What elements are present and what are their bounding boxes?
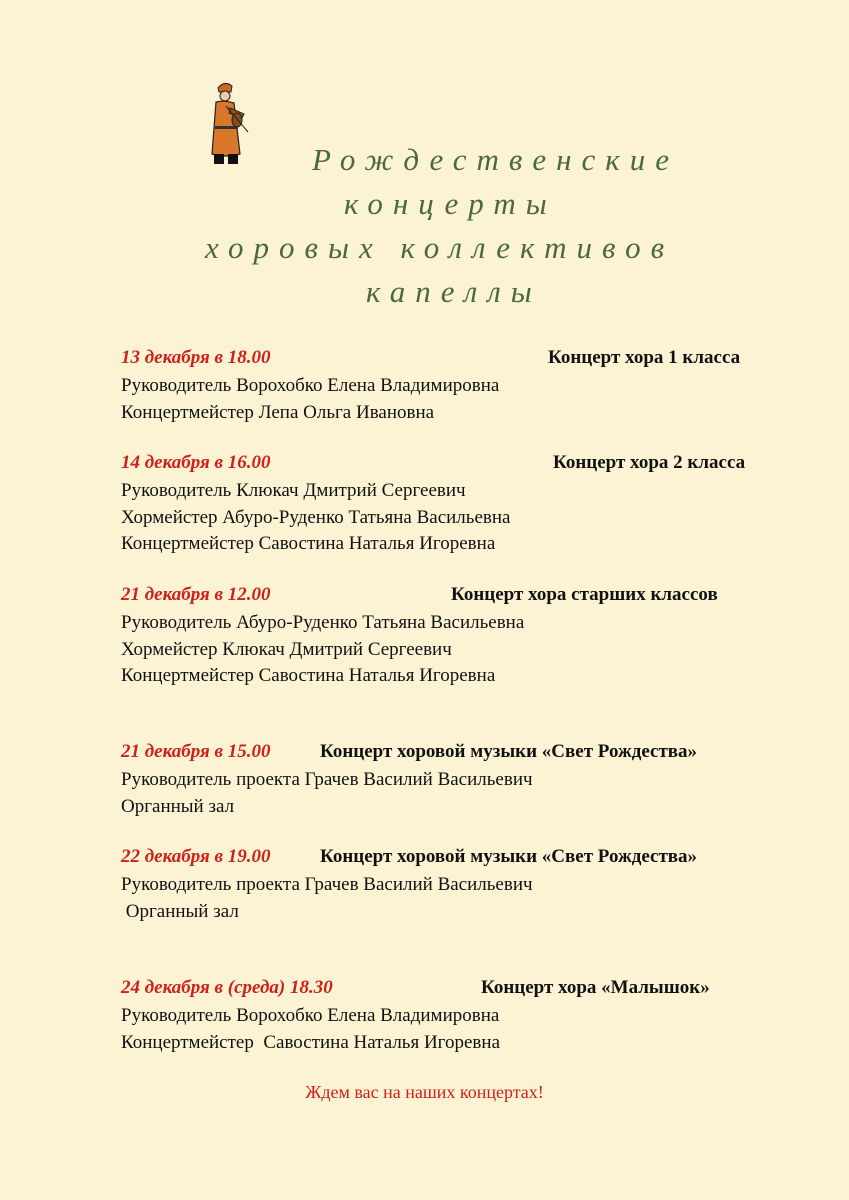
concert-date: 22 декабря в 19.00: [121, 846, 271, 867]
staff-line: Руководитель Ворохобко Елена Владимировна: [121, 375, 500, 396]
staff-line: Руководитель Абуро-Руденко Татьяна Васильевна: [121, 612, 525, 633]
staff-line: Концертмейстер Лепа Ольга Ивановна: [121, 401, 435, 423]
concert-name: Концерт хора 2 класса: [553, 452, 746, 473]
concert-entry: [121, 452, 801, 558]
staff-line: Хормейстер Клюкач Дмитрий Сергеевич: [121, 638, 452, 660]
concert-name: Концерт хора старших классов: [451, 584, 718, 605]
concert-date: 13 декабря в 18.00: [121, 347, 271, 368]
concert-entry: [121, 741, 801, 820]
concert-name: Концерт хоровой музыки «Свет Рождества»: [320, 741, 698, 762]
concert-entry: [121, 846, 801, 925]
staff-line: Руководитель проекта Грачев Василий Васильевич: [121, 769, 533, 790]
closing-invitation: Ждем вас на наших концертах!: [305, 1082, 544, 1102]
staff-line: Концертмейстер Савостина Наталья Игоревна: [121, 1031, 500, 1053]
venue-line: Органный зал: [121, 795, 235, 817]
staff-line: Хормейстер Абуро-Руденко Татьяна Васильевна: [121, 506, 511, 528]
title-line: Рождественские: [312, 142, 680, 177]
concert-date: 21 декабря в 15.00: [121, 741, 271, 762]
concert-name: Концерт хоровой музыки «Свет Рождества»: [320, 846, 698, 867]
staff-line: Руководитель проекта Грачев Василий Васильевич: [121, 874, 533, 895]
concert-entry: [121, 584, 801, 690]
staff-line: Концертмейстер Савостина Наталья Игоревна: [121, 665, 496, 686]
staff-line: Руководитель Ворохобко Елена Владимировна: [121, 1005, 500, 1026]
venue-line: Органный зал: [121, 900, 239, 922]
violinist-icon: [204, 80, 250, 168]
concert-date: 21 декабря в 12.00: [121, 584, 271, 605]
title-line: концерты: [344, 186, 557, 221]
concert-entry: [121, 977, 801, 1056]
title-line: хоровых коллективов: [205, 230, 675, 265]
concert-date: 24 декабря в (среда) 18.30: [121, 977, 333, 998]
title-line: капеллы: [366, 274, 542, 309]
concert-date: 14 декабря в 16.00: [121, 452, 271, 473]
concert-name: Концерт хора «Малышок»: [481, 977, 710, 998]
staff-line: Концертмейстер Савостина Наталья Игоревна: [121, 533, 496, 554]
staff-line: Руководитель Клюкач Дмитрий Сергеевич: [121, 480, 466, 501]
concert-entry: [121, 347, 801, 426]
concert-name: Концерт хора 1 класса: [548, 347, 741, 368]
